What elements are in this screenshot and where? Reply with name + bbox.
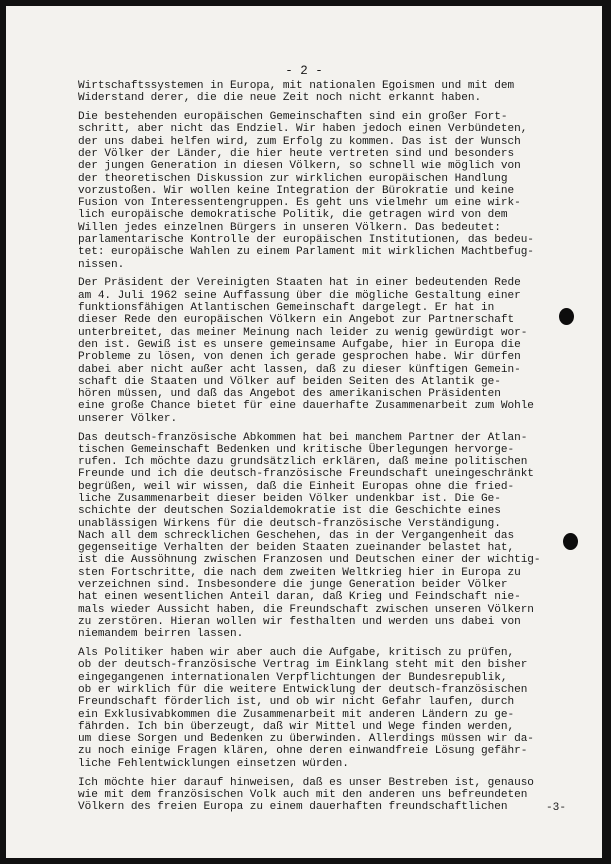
text-line: unablässigen Wirkens für die deutsch-französische Verständigung. — [78, 517, 501, 530]
text-line: Das deutsch-französische Abkommen hat bei manchem Partner der Atlan- — [78, 431, 528, 444]
text-line: Widerstand derer, die die neue Zeit noch nicht erkannt haben. — [78, 92, 482, 105]
text-line: lich europäische demokratische Politik, die getragen wird von dem — [78, 209, 508, 222]
text-line: schichte der deutschen Sozialdemokratie ist die Geschichte eines — [78, 505, 501, 518]
text-line: dabei aber nicht außer acht lassen, daß zu dieser künftigen Gemein- — [78, 363, 521, 376]
text-line: parlamentarische Kontrolle der europäischen Institutionen, das bedeu- — [78, 234, 534, 247]
text-line: um diese Sorgen und Bedenken zu überwinden. Allerdings müssen wir da- — [78, 733, 534, 746]
document-body — [78, 80, 578, 820]
text-line: tischen Gemeinschaft Bedenken und kritische Überlegungen hervorge- — [78, 443, 515, 456]
paragraph — [78, 647, 578, 770]
text-line: den ist. Gewiß ist es unsere gemeinsame Aufgabe, hier in Europa die — [78, 338, 521, 351]
text-line: der Völker der Länder, die hier heute vertreten sind und besonders — [78, 147, 515, 160]
text-line: ob der deutsch-französische Vertrag im Einklang steht mit den bisher — [78, 659, 528, 672]
continuation-marker: -3- — [546, 802, 566, 814]
text-line: wie mit dem französischen Volk auch mit den anderen uns befreundeten — [78, 788, 528, 801]
text-line: Als Politiker haben wir aber auch die Aufgabe, kritisch zu prüfen, — [78, 647, 515, 660]
text-line: Ich möchte hier darauf hinweisen, daß es unser Bestreben ist, genauso — [78, 776, 534, 789]
text-line: liche Fehlentwicklungen einsetzen würden. — [78, 757, 349, 770]
text-line: hat einen wesentlichen Anteil daran, daß Krieg und Feindschaft nie- — [78, 591, 521, 604]
text-line: liche Zusammenarbeit dieser beiden Völker undenkbar ist. Die Ge- — [78, 493, 501, 505]
text-line: zu noch einige Fragen klären, ohne deren einwandfreie Lösung gefähr- — [78, 745, 528, 758]
text-line: hören müssen, und daß das Angebot des amerikanischen Präsidenten — [78, 388, 501, 401]
text-line: schritt, aber nicht das Endziel. Wir haben jedoch einen Verbündeten, — [78, 123, 528, 136]
text-line: verzeichnen sind. Insbesondere die junge Generation beider Völker — [78, 579, 508, 592]
text-line: ein Exklusivabkommen die Zusammenarbeit mit anderen Ländern zu ge- — [78, 708, 515, 721]
text-line: begrüßen, weil wir wissen, daß die Einheit Europas ohne die fried- — [78, 480, 515, 493]
paragraph — [78, 277, 578, 425]
page-number: - 2 - — [285, 64, 323, 78]
text-line: rufen. Ich möchte dazu grundsätzlich erklären, daß meine politischen — [78, 456, 528, 469]
text-line: gegenseitige Verhalten der beiden Staaten zueinander belastet hat, — [78, 542, 515, 555]
text-line: sten Fortschritte, die nach dem zweiten Weltkrieg hier in Europa zu — [78, 566, 521, 579]
text-line: funktionsfähigen Atlantischen Gemeinschaft dargelegt. Er hat in — [78, 302, 495, 315]
text-line: der theoretischen Diskussion zur wirklichen europäischen Handlung — [78, 172, 508, 185]
text-line: Probleme zu lösen, von denen ich gerade gesprochen habe. Wir dürfen — [78, 351, 521, 364]
text-line: mals wieder Aussicht haben, die Freundschaft zwischen unseren Völkern — [78, 603, 534, 616]
text-line: Fusion von Interessentengruppen. Es geht uns vielmehr um eine wirk- — [78, 197, 521, 210]
text-line: Nach all dem schrecklichen Geschehen, das in der Vergangenheit das — [78, 529, 515, 542]
text-line: schaft die Staaten und Völker auf beiden Seiten des Atlantik ge- — [78, 375, 501, 388]
text-line: der uns dabei helfen wird, zum Erfolg zu kommen. Das ist der Wunsch — [78, 135, 521, 148]
text-line: niemandem beirren lassen. — [78, 628, 244, 641]
text-line: unserer Völker. — [78, 412, 178, 425]
paragraph — [78, 777, 578, 814]
text-line: dieser Rede den europäischen Völkern ein Angebot zur Partnerschaft — [78, 314, 515, 327]
text-line: unterbreitet, das meiner Meinung nach leider zu wenig gewürdigt wor- — [78, 326, 528, 339]
text-line: ist die Aussöhnung zwischen Franzosen und Deutschen einer der wichtig- — [78, 554, 541, 567]
text-line: Wirtschaftssystemen in Europa, mit nationalen Egoismen und mit dem — [78, 80, 515, 92]
text-line: Willen jedes einzelnen Bürgers in unseren Völkern. Das bedeutet: — [78, 221, 501, 234]
text-line: eingegangenen internationalen Verpflichtungen der Bundesrepublik, — [78, 671, 508, 684]
document-page — [6, 6, 602, 858]
text-line: am 4. Juli 1962 seine Auffassung über die mögliche Gestaltung einer — [78, 289, 521, 302]
text-line: Völkern des freien Europa zu einem dauerhaften freundschaftlichen — [78, 801, 508, 814]
paragraph — [78, 80, 578, 105]
text-line: zu zerstören. Hieran wollen wir festhalten und werden uns dabei von — [78, 615, 521, 628]
text-line: eine große Chance bietet für eine dauerhafte Zusammenarbeit zum Wohle — [78, 400, 534, 413]
text-line: Der Präsident der Vereinigten Staaten hat in einer bedeutenden Rede — [78, 277, 521, 290]
text-line: ob er wirklich für die weitere Entwicklung der deutsch-französischen — [78, 683, 528, 696]
text-line: tet: europäische Wahlen zu einem Parlament mit wirklichen Machtbefug- — [78, 246, 534, 259]
paragraph — [78, 432, 578, 641]
text-line: nissen. — [78, 258, 125, 271]
text-line: der jungen Generation in diesen Völkern, so schnell wie möglich von — [78, 160, 521, 173]
paragraph — [78, 111, 578, 271]
text-line: Die bestehenden europäischen Gemeinschaften sind ein großer Fort- — [78, 111, 508, 124]
text-line: Freundschaft förderlich ist, und ob wir nicht Gefahr laufen, durch — [78, 696, 515, 709]
text-line: Freunde und ich die deutsch-französische Freundschaft uneingeschränkt — [78, 468, 534, 481]
text-line: vorzustoßen. Wir wollen keine Integration der Bürokratie und keine — [78, 184, 515, 197]
text-line: fährden. Ich bin überzeugt, daß wir Mittel und Wege finden werden, — [78, 720, 515, 733]
